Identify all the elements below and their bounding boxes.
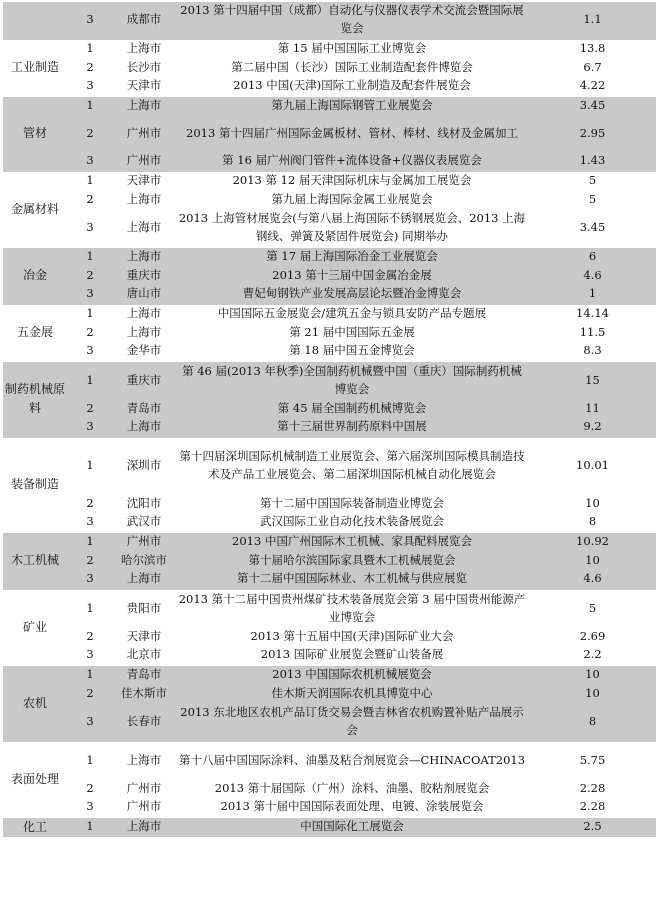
city-cell: 北京市 — [113, 646, 175, 665]
city-cell: 金华市 — [113, 342, 175, 361]
city-cell: 上海市 — [113, 570, 175, 589]
value-cell: 13.8 — [529, 39, 656, 58]
city-cell: 武汉市 — [113, 513, 175, 532]
value-cell: 4.22 — [529, 77, 656, 96]
rank-cell: 3 — [67, 798, 113, 817]
value-cell: 5 — [529, 589, 656, 627]
value-cell: 2.28 — [529, 798, 656, 817]
rank-cell: 3 — [67, 703, 113, 741]
event-name-cell: 第十四届深圳国际机械制造工业展览会、第六届深圳国际模具制造技术及产品工业展览会、第二届深圳国际机械自动化展览会 — [175, 437, 529, 494]
table-row — [3, 39, 656, 58]
rank-cell: 2 — [67, 551, 113, 570]
event-name-cell: 第 18 届中国五金博览会 — [175, 342, 529, 361]
event-name-cell: 第九届上海国际金属工业展览会 — [175, 190, 529, 209]
table-row — [3, 817, 656, 837]
table-row — [3, 323, 656, 342]
rank-cell: 3 — [67, 418, 113, 437]
table-row — [3, 399, 656, 418]
value-cell: 14.14 — [529, 304, 656, 323]
city-cell: 广州市 — [113, 532, 175, 551]
city-cell: 上海市 — [113, 209, 175, 247]
value-cell: 2.2 — [529, 646, 656, 665]
event-name-cell: 第二届中国（长沙）国际工业制造配套件博览会 — [175, 58, 529, 77]
city-cell: 上海市 — [113, 96, 175, 115]
event-name-cell: 佳木斯天润国际农机具博览中心 — [175, 684, 529, 703]
category-cell: 金属材料 — [3, 171, 67, 247]
category-cell: 木工机械 — [3, 532, 67, 589]
value-cell: 1 — [529, 285, 656, 304]
table-row — [3, 570, 656, 589]
category-cell: 农机 — [3, 665, 67, 741]
city-cell: 沈阳市 — [113, 494, 175, 513]
rank-cell: 1 — [67, 247, 113, 266]
value-cell: 4.6 — [529, 266, 656, 285]
table-row — [3, 665, 656, 684]
event-name-cell: 中国国际化工展览会 — [175, 817, 529, 837]
rank-cell: 1 — [67, 665, 113, 684]
value-cell: 11.5 — [529, 323, 656, 342]
event-name-cell: 第九届上海国际钢管工业展览会 — [175, 96, 529, 115]
event-name-cell: 2013 第十二届中国贵州煤矿技术装备展览会第 3 届中国贵州能源产业博览会 — [175, 589, 529, 627]
rank-cell: 3 — [67, 152, 113, 171]
category-cell: 冶金 — [3, 247, 67, 304]
event-name-cell: 2013 国际矿业展览会暨矿山装备展 — [175, 646, 529, 665]
rank-cell: 3 — [67, 1, 113, 39]
event-name-cell: 2013 上海管材展览会(与第八届上海国际不锈钢展览会、2013 上海钢线、弹簧及紧固件展览会) 同期举办 — [175, 209, 529, 247]
rank-cell: 2 — [67, 494, 113, 513]
table-row — [3, 96, 656, 115]
city-cell: 长沙市 — [113, 58, 175, 77]
event-name-cell: 第 16 届广州阀门管件+流体设备+仪器仪表展览会 — [175, 152, 529, 171]
event-name-cell: 第 46 届(2013 年秋季)全国制药机械暨中国（重庆）国际制药机械博览会 — [175, 361, 529, 399]
value-cell: 6 — [529, 247, 656, 266]
category-cell: 工业制造 — [3, 39, 67, 96]
rank-cell: 2 — [67, 58, 113, 77]
value-cell: 4.6 — [529, 570, 656, 589]
value-cell: 6.7 — [529, 58, 656, 77]
city-cell: 上海市 — [113, 741, 175, 779]
city-cell: 深圳市 — [113, 437, 175, 494]
rank-cell: 3 — [67, 77, 113, 96]
table-row — [3, 779, 656, 798]
table-row — [3, 361, 656, 399]
value-cell: 2.95 — [529, 115, 656, 152]
table-row — [3, 304, 656, 323]
table-row — [3, 551, 656, 570]
event-name-cell: 2013 第十四届广州国际金属板材、管材、棒材、线材及金属加工 — [175, 115, 529, 152]
rank-cell: 2 — [67, 115, 113, 152]
value-cell: 5 — [529, 190, 656, 209]
value-cell: 10.01 — [529, 437, 656, 494]
table-row — [3, 152, 656, 171]
event-name-cell: 2013 东北地区农机产品订货交易会暨吉林省农机购置补贴产品展示会 — [175, 703, 529, 741]
table-row — [3, 494, 656, 513]
value-cell: 9.2 — [529, 418, 656, 437]
city-cell: 上海市 — [113, 190, 175, 209]
city-cell: 天津市 — [113, 77, 175, 96]
value-cell: 3.45 — [529, 209, 656, 247]
city-cell: 广州市 — [113, 152, 175, 171]
event-name-cell: 2013 第十届国际（广州）涂料、油墨、胶粘剂展览会 — [175, 779, 529, 798]
event-name-cell: 2013 第十五届中国(天津)国际矿业大会 — [175, 627, 529, 646]
value-cell: 10 — [529, 494, 656, 513]
city-cell: 广州市 — [113, 779, 175, 798]
category-cell: 化工 — [3, 817, 67, 837]
value-cell: 10 — [529, 665, 656, 684]
rank-cell: 1 — [67, 361, 113, 399]
table-row — [3, 285, 656, 304]
event-name-cell: 2013 第 12 届天津国际机床与金属加工展览会 — [175, 171, 529, 190]
city-cell: 唐山市 — [113, 285, 175, 304]
rank-cell: 1 — [67, 171, 113, 190]
city-cell: 青岛市 — [113, 665, 175, 684]
event-name-cell: 中国国际五金展览会/建筑五金与锁具安防产品专题展 — [175, 304, 529, 323]
table-row — [3, 589, 656, 627]
city-cell: 长春市 — [113, 703, 175, 741]
city-cell: 贵阳市 — [113, 589, 175, 627]
value-cell: 10 — [529, 684, 656, 703]
table-row — [3, 77, 656, 96]
rank-cell: 1 — [67, 741, 113, 779]
value-cell: 8 — [529, 703, 656, 741]
city-cell: 成都市 — [113, 1, 175, 39]
event-name-cell: 第 45 届全国制药机械博览会 — [175, 399, 529, 418]
value-cell: 5.75 — [529, 741, 656, 779]
table-row — [3, 58, 656, 77]
rank-cell: 1 — [67, 817, 113, 837]
table-row — [3, 247, 656, 266]
value-cell: 5 — [529, 171, 656, 190]
value-cell: 2.69 — [529, 627, 656, 646]
event-name-cell: 2013 第十四届中国（成都）自动化与仪器仪表学术交流会暨国际展览会 — [175, 1, 529, 39]
table-row — [3, 627, 656, 646]
rank-cell: 2 — [67, 190, 113, 209]
event-name-cell: 2013 第十三届中国金属冶金展 — [175, 266, 529, 285]
rank-cell: 1 — [67, 304, 113, 323]
rank-cell: 2 — [67, 779, 113, 798]
event-name-cell: 第十八届中国国际涂料、油墨及粘合剂展览会—CHINACOAT2013 — [175, 741, 529, 779]
value-cell: 10.92 — [529, 532, 656, 551]
rank-cell: 3 — [67, 342, 113, 361]
table-row — [3, 437, 656, 494]
event-name-cell: 2013 第十届中国国际表面处理、电镀、涂装展览会 — [175, 798, 529, 817]
rank-cell: 1 — [67, 437, 113, 494]
category-cell — [3, 1, 67, 39]
event-name-cell: 第十届哈尔滨国际家具暨木工机械展览会 — [175, 551, 529, 570]
city-cell: 哈尔滨市 — [113, 551, 175, 570]
table-row — [3, 209, 656, 247]
event-name-cell: 2013 中国(天津)国际工业制造及配套件展览会 — [175, 77, 529, 96]
city-cell: 上海市 — [113, 323, 175, 342]
event-name-cell: 第 17 届上海国际冶金工业展览会 — [175, 247, 529, 266]
event-name-cell: 2013 中国广州国际木工机械、家具配料展览会 — [175, 532, 529, 551]
rank-cell: 2 — [67, 684, 113, 703]
category-cell: 矿业 — [3, 589, 67, 665]
event-name-cell: 第十二届中国国际林业、木工机械与供应展览 — [175, 570, 529, 589]
value-cell: 1.43 — [529, 152, 656, 171]
table-row — [3, 342, 656, 361]
exhibition-ranking-table — [3, 0, 656, 837]
rank-cell: 3 — [67, 285, 113, 304]
event-name-cell: 第十二届中国国际装备制造业博览会 — [175, 494, 529, 513]
city-cell: 上海市 — [113, 418, 175, 437]
table-row — [3, 190, 656, 209]
city-cell: 重庆市 — [113, 266, 175, 285]
city-cell: 重庆市 — [113, 361, 175, 399]
value-cell: 8 — [529, 513, 656, 532]
table-row — [3, 171, 656, 190]
rank-cell: 2 — [67, 266, 113, 285]
value-cell: 10 — [529, 551, 656, 570]
city-cell: 广州市 — [113, 798, 175, 817]
value-cell: 3.45 — [529, 96, 656, 115]
rank-cell: 1 — [67, 589, 113, 627]
category-cell: 五金展 — [3, 304, 67, 361]
city-cell: 青岛市 — [113, 399, 175, 418]
category-cell: 表面处理 — [3, 741, 67, 817]
table-row — [3, 418, 656, 437]
event-name-cell: 第 21 届中国国际五金展 — [175, 323, 529, 342]
table-row — [3, 513, 656, 532]
value-cell: 11 — [529, 399, 656, 418]
rank-cell: 3 — [67, 570, 113, 589]
value-cell: 15 — [529, 361, 656, 399]
category-cell: 管材 — [3, 96, 67, 171]
table-row — [3, 532, 656, 551]
category-cell: 装备制造 — [3, 437, 67, 532]
event-name-cell: 第 15 届中国国际工业博览会 — [175, 39, 529, 58]
value-cell: 1.1 — [529, 1, 656, 39]
category-cell: 制药机械原料 — [3, 361, 67, 437]
table-row — [3, 703, 656, 741]
rank-cell: 3 — [67, 646, 113, 665]
city-cell: 上海市 — [113, 39, 175, 58]
rank-cell: 2 — [67, 399, 113, 418]
rank-cell: 1 — [67, 532, 113, 551]
event-name-cell: 2013 中国国际农机机械展览会 — [175, 665, 529, 684]
table-row — [3, 684, 656, 703]
rank-cell: 2 — [67, 627, 113, 646]
city-cell: 佳木斯市 — [113, 684, 175, 703]
event-name-cell: 曹妃甸钢铁产业发展高层论坛暨冶金博览会 — [175, 285, 529, 304]
table-row — [3, 646, 656, 665]
city-cell: 天津市 — [113, 627, 175, 646]
table-row — [3, 741, 656, 779]
event-name-cell: 武汉国际工业自动化技术装备展览会 — [175, 513, 529, 532]
city-cell: 上海市 — [113, 304, 175, 323]
city-cell: 天津市 — [113, 171, 175, 190]
table-row — [3, 266, 656, 285]
rank-cell: 2 — [67, 323, 113, 342]
table-row — [3, 1, 656, 39]
city-cell: 上海市 — [113, 817, 175, 837]
table-row — [3, 115, 656, 152]
value-cell: 2.28 — [529, 779, 656, 798]
rank-cell: 1 — [67, 96, 113, 115]
table-row — [3, 798, 656, 817]
value-cell: 2.5 — [529, 817, 656, 837]
event-name-cell: 第十三届世界制药原料中国展 — [175, 418, 529, 437]
city-cell: 广州市 — [113, 115, 175, 152]
city-cell: 上海市 — [113, 247, 175, 266]
rank-cell: 3 — [67, 513, 113, 532]
value-cell: 8.3 — [529, 342, 656, 361]
rank-cell: 1 — [67, 39, 113, 58]
rank-cell: 3 — [67, 209, 113, 247]
